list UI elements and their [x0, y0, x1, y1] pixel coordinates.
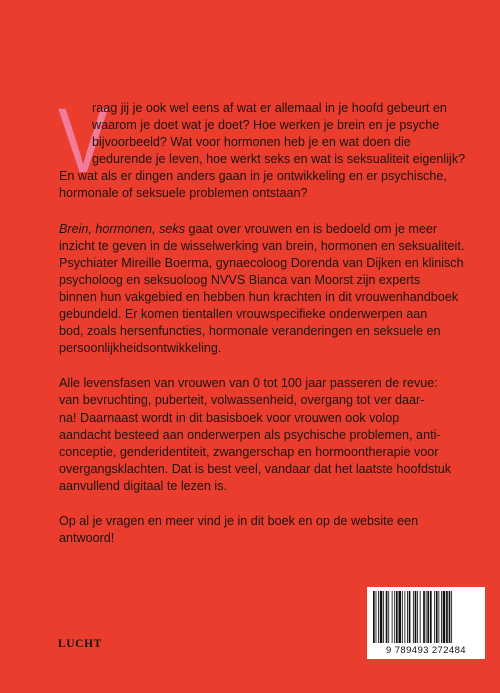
text-line: gebundeld. Er komen tientallen vrouwspecifieke onderwerpen aan [59, 307, 428, 322]
text-line: aanvullend digitaal te lezen is. [59, 478, 228, 493]
text-line [59, 221, 469, 238]
text-line: na! Daarnaast wordt in dit basisboek voor vrouwen ook volop [59, 410, 400, 425]
paragraph-closing [59, 513, 469, 547]
paragraph-book-description [59, 221, 469, 358]
drop-cap: V [58, 90, 109, 192]
text-line: bijvoorbeeld? Wat voor hormonen heb je en wat doen die [92, 135, 411, 150]
text-line: waarom je doet wat je doet? Hoe werken je brein en je psyche [92, 118, 440, 133]
text-fragment: gaat over vrouwen en is bedoeld om je meer [185, 221, 438, 236]
book-title-italic: Brein, hormonen, seks [59, 221, 185, 236]
text-line: binnen hun vakgebied en hebben hun krachten in dit vrouwenhandboek [59, 289, 459, 304]
text-line: overgangsklachten. Dat is best veel, vandaar dat het laatste hoofdstuk [59, 461, 452, 476]
text-line: gedurende je leven, hoe werkt seks en wat is seksualiteit eigenlijk? [92, 152, 466, 167]
paragraph-intro [59, 100, 469, 203]
text-line: inzicht te geven in de wisselwerking van brein, hormonen en seksualiteit. [59, 238, 465, 253]
text-line: En wat als er dingen anders gaan in je ontwikkeling en er psychische, [59, 169, 447, 184]
isbn-number: 9 789493 272484 [386, 645, 466, 656]
text-line: persoonlijkheidsontwikkeling. [59, 341, 222, 356]
text-line: van bevruchting, puberteit, volwassenheid, overgang tot ver daar- [59, 393, 425, 408]
publisher-logo: LUCHT [58, 638, 102, 650]
text-line: Op al je vragen en meer vind je in dit boek en op de website een [59, 513, 419, 528]
text-line: hormonale of seksuele problemen ontstaan? [59, 186, 308, 201]
paragraph-life-stages [59, 375, 469, 495]
isbn-barcode [367, 587, 485, 659]
text-line: raag jij je ook wel eens af wat er allemaal in je hoofd gebeurt en [92, 101, 447, 115]
text-line: bod, zoals hersenfuncties, hormonale veranderingen en seksuele en [59, 324, 441, 339]
blurb-text [59, 100, 469, 565]
barcode-bars [371, 591, 481, 643]
text-line: aandacht besteed aan onderwerpen als psychische problemen, anti- [59, 427, 441, 442]
text-line: Alle levensfasen van vrouwen van 0 tot 100 jaar passeren de revue: [59, 376, 438, 391]
text-line: Psychiater Mireille Boerma, gynaecoloog Dorenda van Dijken en klinisch [59, 255, 464, 270]
text-line: psycholoog en seksuoloog NVVS Bianca van Moorst zijn experts [59, 272, 421, 287]
text-line: conceptie, genderidentiteit, zwangerschap en hormoontherapie voor [59, 444, 439, 459]
text-line: antwoord! [59, 531, 115, 546]
